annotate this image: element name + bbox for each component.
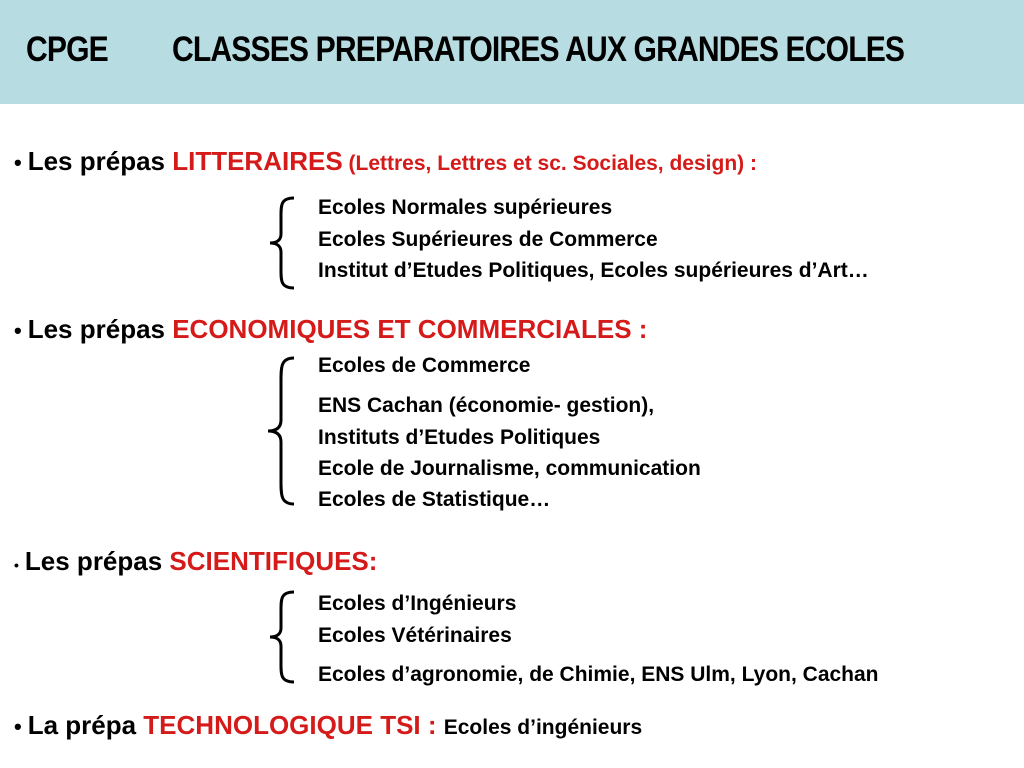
section-lead: Les prépas bbox=[24, 546, 170, 576]
section-category: LITTERAIRES bbox=[172, 146, 343, 176]
curly-brace-icon bbox=[252, 590, 302, 684]
bullet-dot: • bbox=[14, 150, 22, 175]
list-item: Ecoles Vétérinaires bbox=[318, 624, 512, 647]
section-lead: La prépa bbox=[27, 710, 144, 740]
section-economiques-heading bbox=[14, 314, 647, 345]
list-item: Institut d’Etudes Politiques, Ecoles supérieures d’Art… bbox=[318, 259, 869, 282]
list-item: Ecoles Supérieures de Commerce bbox=[318, 228, 658, 251]
curly-brace-icon bbox=[252, 196, 302, 290]
section-litteraires-heading bbox=[14, 146, 757, 177]
section-lead: Les prépas bbox=[27, 314, 173, 344]
bullet-dot: • bbox=[14, 557, 19, 573]
header-acronym: CPGE bbox=[26, 30, 108, 69]
section-category: TECHNOLOGIQUE TSI : bbox=[143, 710, 444, 740]
section-inline-item: Ecoles d’ingénieurs bbox=[443, 716, 643, 739]
curly-brace-icon bbox=[252, 356, 302, 506]
bullet-dot: • bbox=[14, 318, 22, 343]
header-title: CLASSES PREPARATOIRES AUX GRANDES ECOLES bbox=[172, 30, 905, 69]
list-item: Ecoles de Commerce bbox=[318, 354, 531, 377]
title-banner bbox=[0, 0, 1024, 104]
list-item: Ecoles Normales supérieures bbox=[318, 196, 613, 219]
section-scientifiques-heading bbox=[14, 546, 377, 577]
list-item: ENS Cachan (économie- gestion), bbox=[318, 394, 655, 417]
section-category: ECONOMIQUES ET COMMERCIALES : bbox=[172, 314, 648, 344]
list-item: Ecoles de Statistique… bbox=[318, 488, 551, 511]
list-item: Ecole de Journalisme, communication bbox=[318, 457, 701, 480]
section-subtitle: (Lettres, Lettres et sc. Sociales, design) : bbox=[342, 152, 757, 175]
section-lead: Les prépas bbox=[27, 146, 173, 176]
section-technologique-heading bbox=[14, 710, 642, 741]
list-item: Ecoles d’Ingénieurs bbox=[318, 592, 517, 615]
list-item: Ecoles d’agronomie, de Chimie, ENS Ulm, Lyon, Cachan bbox=[318, 663, 879, 686]
bullet-dot: • bbox=[14, 714, 22, 739]
list-item: Instituts d’Etudes Politiques bbox=[318, 426, 601, 449]
section-category: SCIENTIFIQUES: bbox=[169, 546, 378, 576]
